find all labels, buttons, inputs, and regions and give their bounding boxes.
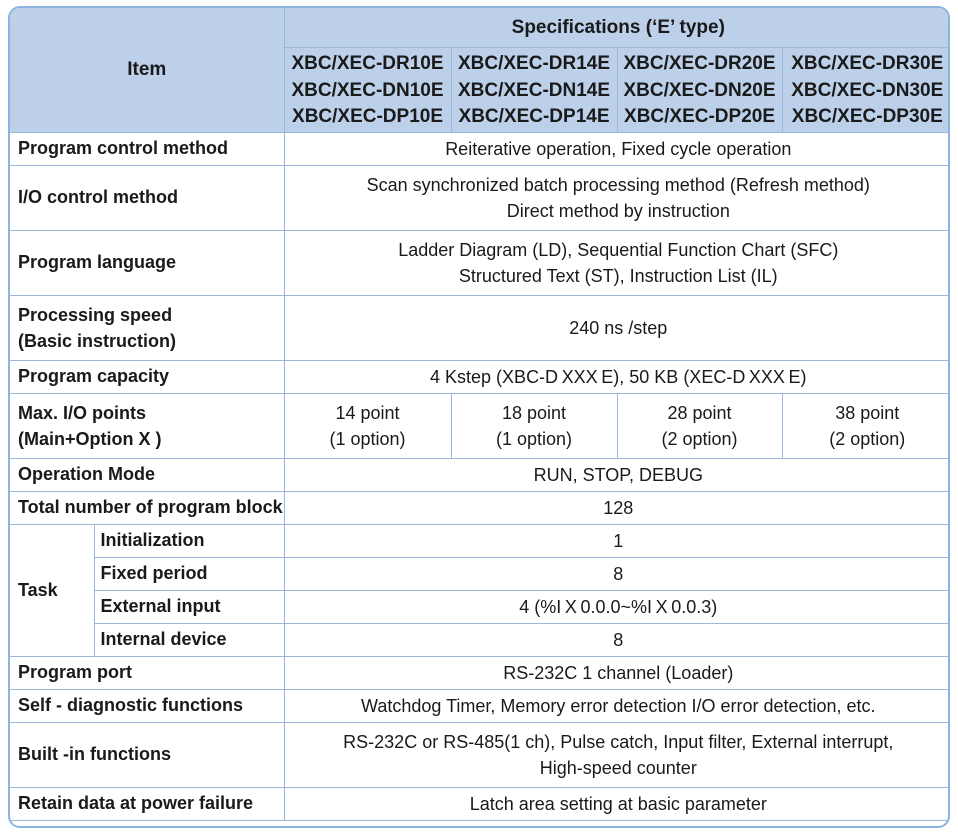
row-max-io-points xyxy=(10,393,950,458)
row-built-in-functions xyxy=(10,722,950,787)
model-name: XBC/XEC-DP30E xyxy=(791,106,943,127)
row-processing-speed xyxy=(10,295,950,360)
row-label: Self - diagnostic functions xyxy=(10,689,284,722)
task-sub-label: Fixed period xyxy=(94,557,284,590)
value-line: (1 option) xyxy=(495,428,573,449)
row-value: RS-232C 1 channel (Loader) xyxy=(284,656,950,689)
value-line: 38 point xyxy=(835,402,900,423)
value-line: 28 point xyxy=(667,402,732,423)
model-name: XBC/XEC-DN20E xyxy=(623,79,776,101)
item-header: Item xyxy=(10,8,284,132)
model-name: XBC/XEC-DN30E xyxy=(791,79,944,101)
model-group-10e xyxy=(284,48,451,133)
row-label xyxy=(10,393,284,458)
label-line: (Basic instruction) xyxy=(18,330,177,351)
model-name: XBC/XEC-DR10E xyxy=(291,53,444,74)
row-retain-data xyxy=(10,787,950,820)
row-value: 8 xyxy=(284,623,950,656)
io-points-14e xyxy=(451,393,617,458)
row-value: Watchdog Timer, Memory error detection I/O error detection, etc. xyxy=(284,689,950,722)
model-name: XBC/XEC-DP10E xyxy=(292,106,444,127)
row-label: Program control method xyxy=(10,132,284,165)
value-line: High-speed counter xyxy=(539,757,697,778)
label-line: (Main+Option X ) xyxy=(18,428,162,449)
value-line: 18 point xyxy=(501,402,567,423)
row-label: Program capacity xyxy=(10,360,284,393)
row-value xyxy=(284,230,950,295)
row-value: 1 xyxy=(284,524,950,557)
row-label: I/O control method xyxy=(10,165,284,230)
row-program-control xyxy=(10,132,950,165)
value-line: (2 option) xyxy=(661,428,738,449)
row-operation-mode xyxy=(10,458,950,491)
task-sub-label: Internal device xyxy=(94,623,284,656)
model-name: XBC/XEC-DN10E xyxy=(291,79,444,101)
model-group-30e xyxy=(782,48,950,133)
row-task-external-input xyxy=(10,590,950,623)
row-label: Total number of program block xyxy=(10,491,284,524)
row-io-control xyxy=(10,165,950,230)
value-line: Structured Text (ST), Instruction List (IL) xyxy=(458,265,778,286)
model-group-14e xyxy=(451,48,617,133)
value-line: 14 point xyxy=(335,402,400,423)
label-line: Processing speed xyxy=(18,304,173,325)
row-program-language xyxy=(10,230,950,295)
value-line: Scan synchronized batch processing method (Refresh method) xyxy=(366,174,870,195)
row-label xyxy=(10,295,284,360)
row-self-diagnostic xyxy=(10,689,950,722)
row-label: Retain data at power failure xyxy=(10,787,284,820)
io-points-30e xyxy=(782,393,950,458)
row-value xyxy=(284,722,950,787)
model-group-20e xyxy=(617,48,782,133)
value-line: (2 option) xyxy=(829,428,906,449)
model-name: XBC/XEC-DR14E xyxy=(457,53,611,74)
row-label: Program port xyxy=(10,656,284,689)
row-value: 240 ns /step xyxy=(284,295,950,360)
row-value: 128 xyxy=(284,491,950,524)
row-value: 4 (%I X 0.0.0~%I X 0.0.3) xyxy=(284,590,950,623)
model-name: XBC/XEC-DN14E xyxy=(457,79,611,101)
spec-table-frame xyxy=(8,6,950,828)
value-line: (1 option) xyxy=(329,428,406,449)
row-program-port xyxy=(10,656,950,689)
row-value: 8 xyxy=(284,557,950,590)
row-value: Reiterative operation, Fixed cycle operation xyxy=(284,132,950,165)
io-points-20e xyxy=(617,393,782,458)
row-label: Operation Mode xyxy=(10,458,284,491)
row-total-blocks xyxy=(10,491,950,524)
row-task-fixed-period xyxy=(10,557,950,590)
value-line: RS-232C or RS-485(1 ch), Pulse catch, Input filter, External interrupt, xyxy=(343,731,894,752)
model-name: XBC/XEC-DP14E xyxy=(458,106,610,127)
row-value: RUN, STOP, DEBUG xyxy=(284,458,950,491)
row-value: 4 Kstep (XBC-D XXX E), 50 KB (XEC-D XXX E) xyxy=(284,360,950,393)
task-sub-label: External input xyxy=(94,590,284,623)
io-points-10e xyxy=(284,393,451,458)
row-task-internal-device xyxy=(10,623,950,656)
label-line: Max. I/O points xyxy=(18,402,147,423)
row-task-initialization xyxy=(10,524,950,557)
specifications-header: Specifications (‘E’ type) xyxy=(284,8,950,48)
row-label: Program language xyxy=(10,230,284,295)
model-name: XBC/XEC-DR20E xyxy=(623,53,776,74)
row-program-capacity xyxy=(10,360,950,393)
row-value xyxy=(284,165,950,230)
value-line: Direct method by instruction xyxy=(506,200,730,221)
task-sub-label: Initialization xyxy=(94,524,284,557)
row-label: Built -in functions xyxy=(10,722,284,787)
row-value: Latch area setting at basic parameter xyxy=(284,787,950,820)
model-name: XBC/XEC-DP20E xyxy=(624,106,776,127)
model-name: XBC/XEC-DR30E xyxy=(791,53,944,74)
value-line: Ladder Diagram (LD), Sequential Function Chart (SFC) xyxy=(398,239,839,260)
spec-table xyxy=(10,8,950,821)
task-label: Task xyxy=(10,524,94,656)
